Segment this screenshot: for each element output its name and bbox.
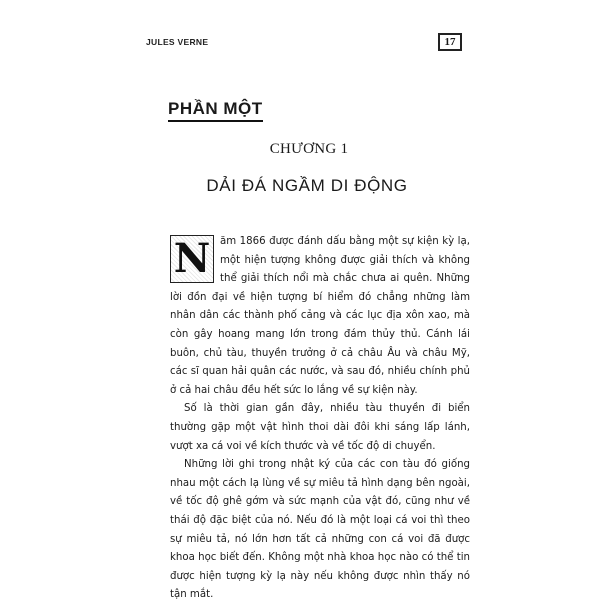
body-text xyxy=(170,233,470,605)
paragraph-1 xyxy=(170,233,470,400)
running-head: JULES VERNE xyxy=(146,37,209,47)
paragraph-1-text: ăm 1866 được đánh dấu bằng một sự kiện kỳ lạ, một hiện tượng không được giải thích và không thể giải thích nổi mà chắc chưa ai quên. Những lời đồn đại về hiện tượng bí hiểm đó chẳng những làm nhân dân các thành phố cảng và các lục địa xôn xao, mà còn gây hoang mang lớn trong đám thủy thủ. Cánh lái buôn, chủ tàu, thuyền trưởng ở cả châu Âu và châu Mỹ, các sĩ quan hải quân các nước, và sau đó, nhiều chính phủ ở cả hai châu đều hết sức lo lắng về sự kiện này. xyxy=(170,236,470,396)
chapter-title: DẢI ĐÁ NGẦM DI ĐỘNG xyxy=(206,176,408,195)
paragraph-3: Những lời ghi trong nhật ký của các con tàu đó giống nhau một cách lạ lùng về sự miêu tả hình dạng bên ngoài, về tốc độ ghê gớm và sức mạnh của vật đó, cũng như về thái độ đặc biệt của nó. Nếu đó là một loại cá voi thì theo sự miêu tả, nó lớn hơn tất cả những con cá voi đã được khoa học biết đến. Không một nhà khoa học nào có thể tin được hiện tượng kỳ lạ này nếu không được nhìn thấy nó tận mắt. xyxy=(170,459,470,601)
chapter-label: CHƯƠNG 1 xyxy=(269,141,349,157)
part-title: PHẦN MỘT xyxy=(168,99,263,122)
page-number: 17 xyxy=(438,33,462,51)
drop-cap: N xyxy=(170,235,214,283)
paragraph-2: Số là thời gian gần đây, nhiều tàu thuyền đi biển thường gặp một vật hình thoi dài đôi khi sáng lấp lánh, vượt xa cá voi về kích thước và về tốc độ di chuyển. xyxy=(170,403,470,452)
